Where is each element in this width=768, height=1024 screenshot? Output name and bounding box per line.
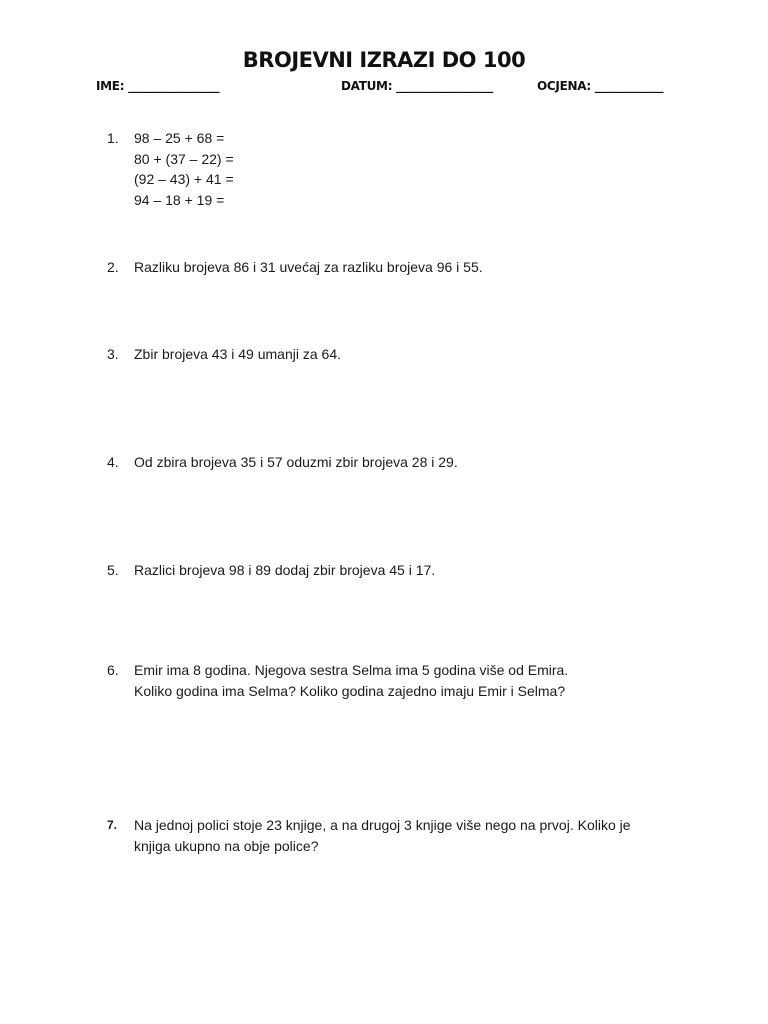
task-number: 1. bbox=[107, 130, 119, 146]
task-line: Razlici brojeva 98 i 89 dodaj zbir brojeva 45 i 17. bbox=[134, 562, 436, 578]
task-number: 4. bbox=[107, 454, 119, 470]
task-number: 5. bbox=[107, 562, 119, 578]
task-line: Na jednoj polici stoje 23 knjige, a na drugoj 3 knjige više nego na prvoj. Koliko je bbox=[134, 817, 631, 833]
task-number: 2. bbox=[107, 259, 119, 275]
date-field: DATUM: _________________ bbox=[341, 79, 493, 93]
task-number: 6. bbox=[107, 662, 119, 678]
task-line: 94 – 18 + 19 = bbox=[134, 191, 225, 208]
task-line: knjiga ukupno na obje police? bbox=[134, 837, 319, 854]
task-number: 3. bbox=[107, 346, 119, 362]
worksheet-title: BROJEVNI IZRAZI DO 100 bbox=[242, 48, 526, 72]
task-line: (92 – 43) + 41 = bbox=[134, 171, 234, 187]
task-line: Koliko godina ima Selma? Koliko godina zajedno imaju Emir i Selma? bbox=[134, 682, 566, 699]
task-line: Od zbira brojeva 35 i 57 oduzmi zbir brojeva 28 i 29. bbox=[134, 454, 458, 470]
task-line: 80 + (37 – 22) = bbox=[134, 150, 234, 167]
grade-field: OCJENA: ____________ bbox=[537, 79, 664, 93]
task-line: Zbir brojeva 43 i 49 umanji za 64. bbox=[134, 346, 341, 362]
task-number: 7. bbox=[107, 818, 118, 832]
task-line: 98 – 25 + 68 = bbox=[134, 130, 225, 146]
task-line: Razliku brojeva 86 i 31 uvećaj za razliku brojeva 96 i 55. bbox=[134, 259, 483, 275]
task-line: Emir ima 8 godina. Njegova sestra Selma ima 5 godina više od Emira. bbox=[134, 662, 569, 678]
name-field: IME: ________________ bbox=[96, 79, 220, 93]
